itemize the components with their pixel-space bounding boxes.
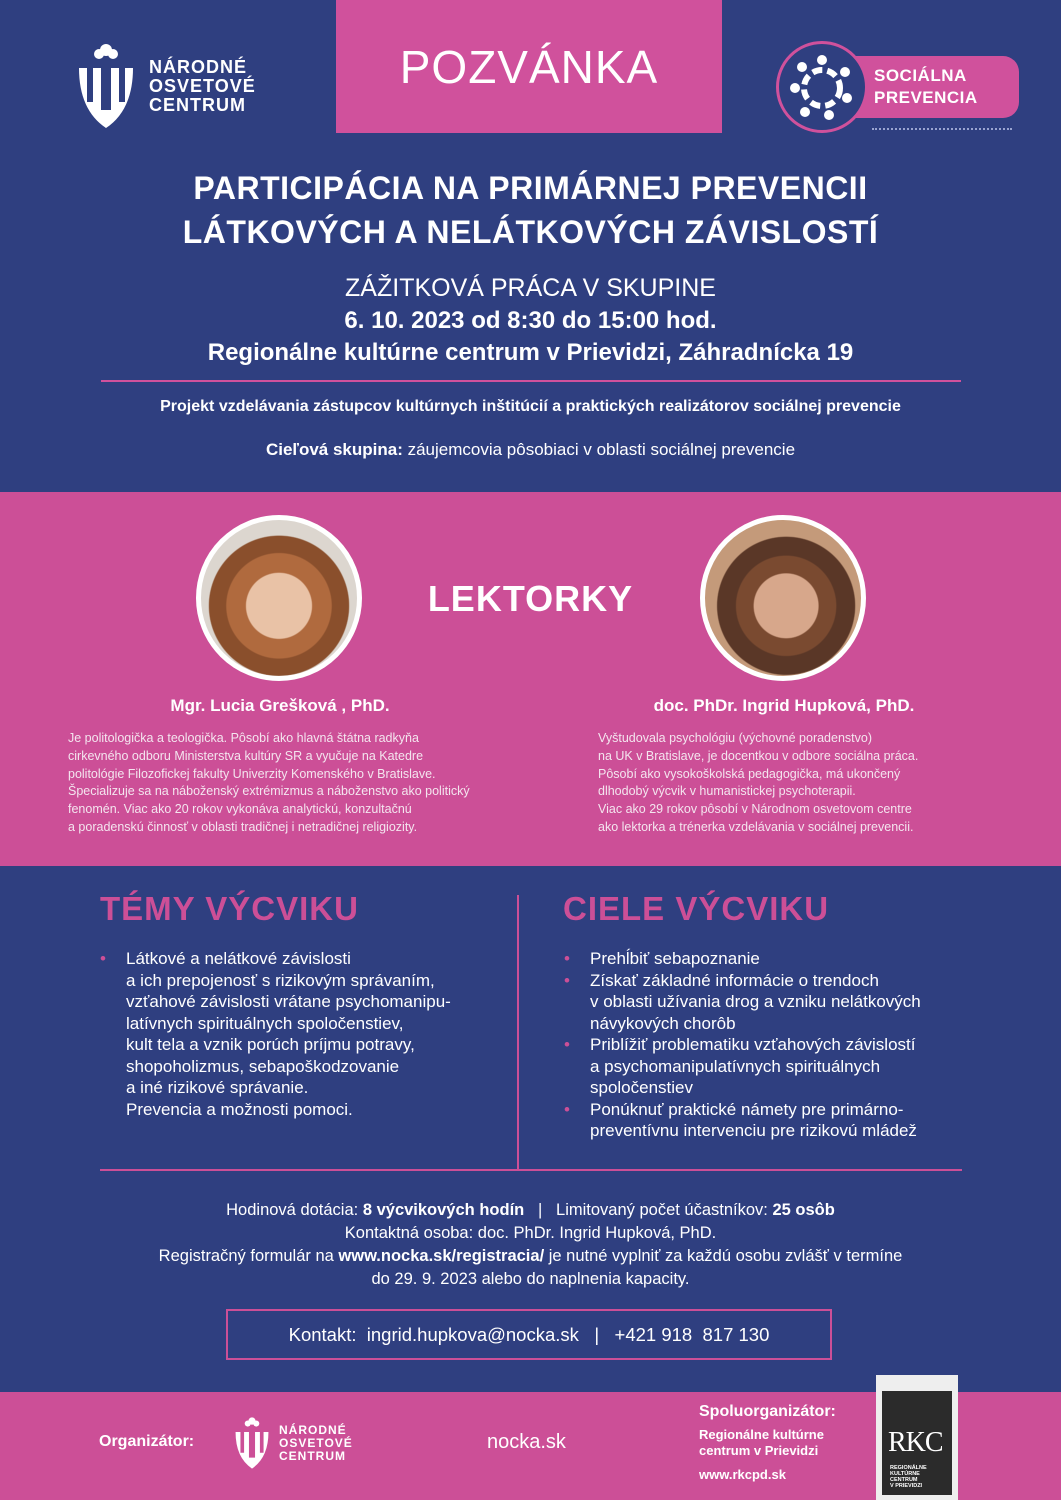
rkc-small-line: CENTRUM [890,1477,918,1483]
list-item-line: • Priblížiť problematiku vzťahových závislostí [590,1035,916,1054]
registration-deadline: do 29. 9. 2023 alebo do naplnenia kapacity. [371,1270,690,1288]
list-item [564,1034,984,1099]
bio-line: Pôsobí ako vysokoškolská pedagogička, má ukončený [598,766,901,781]
topics-list [100,948,500,1120]
contact-text: Kontakt: ingrid.hupkova@nocka.sk | +421 918 817 130 [288,1323,770,1345]
rkc-small-line: V PRIEVIDZI [890,1483,923,1489]
list-item-line: v oblasti užívania drog a vzniku nelátkových [590,992,921,1011]
noc-logo-line: CENTRUM [279,1448,346,1463]
bio-line: fenomén. Viac ako 20 rokov vykonáva analytickú, konzultačnú [68,802,412,817]
dotted-divider [872,128,1012,130]
noc-logo[interactable] [75,40,256,132]
list-item-line: vzťahové závislosti vrátane psychomanipu- [126,992,451,1011]
event-place: Regionálne kultúrne centrum v Prievidzi, Záhradnícka 19 [207,339,854,366]
bio-line: na UK v Bratislave, je docentkou v odbore sociálna práca. [598,748,919,763]
rkc-small-line: KULTÚRNE [890,1471,920,1477]
lecturers-heading: LEKTORKY [427,578,634,619]
goals-list [564,948,984,1142]
title-line: LÁTKOVÝCH A NELÁTKOVÝCH ZÁVISLOSTÍ [182,214,879,250]
coorganizer-name-line: Regionálne kultúrne [699,1427,824,1442]
contact-box[interactable] [226,1309,832,1360]
list-item-line: • Látkové a nelátkové závislosti [126,949,351,968]
list-item-line: návykových chorôb [590,1013,736,1033]
contact-person: Kontaktná osoba: doc. PhDr. Ingrid Hupková, PhD. [344,1224,717,1242]
registration-line [0,1245,1061,1268]
hours-label: Hodinová dotácia: [226,1201,363,1219]
noc-logo-line: NÁRODNÉ [279,1422,347,1437]
lecturer-name: doc. PhDr. Ingrid Hupková, PhD. [653,696,915,715]
title-line: PARTICIPÁCIA NA PRIMÁRNEJ PREVENCII [193,170,868,206]
noc-emblem-icon [75,40,137,132]
rkc-small-text [890,1465,927,1489]
event-info [0,1199,1061,1291]
rkc-logo[interactable] [876,1375,958,1500]
divider [101,380,961,382]
bio-line: ako lektorka a trénerka vzdelávania v sociálnej prevencii. [598,819,914,834]
bio-line: Vyštudovala psychológiu (výchovné poradenstvo) [598,731,872,745]
target-group [0,440,1061,460]
noc-logo-line: OSVETOVÉ [279,1435,353,1450]
lecturer-bio [68,730,538,837]
sp-logo-line: PREVENCIA [874,88,978,107]
hours-value: 8 výcvikových hodín [362,1201,525,1219]
rkc-logo-mark [882,1391,952,1495]
noc-logo-text [279,1424,353,1463]
coorganizer-label: Spoluorganizátor: [699,1403,836,1420]
noc-logo-line: CENTRUM [149,94,246,115]
noc-logo-line: OSVETOVÉ [149,75,256,96]
website-link[interactable]: nocka.sk [487,1431,566,1453]
people-circle-icon [776,41,868,133]
organizer-label: Organizátor: [99,1433,195,1450]
registration-link[interactable]: www.nocka.sk/registracia/ [338,1247,545,1265]
bio-line: Špecializuje sa na náboženský extrémizmus a náboženstvo ako politický [68,784,470,799]
registration-text: je nutné vyplniť za každú osobu zvlášť v termíne [544,1247,903,1265]
bio-line: dlhodobý výcvik v humanistickej psychoterapii. [598,784,856,799]
bio-line: Viac ako 29 rokov pôsobí v Národnom osvetovom centre [598,802,912,817]
target-group-label: Cieľová skupina: [265,440,403,459]
coorganizer-name-line: centrum v Prievidzi [699,1443,819,1458]
coorganizer-website-link[interactable]: www.rkcpd.sk [699,1467,786,1482]
list-item-line: a psychomanipulatívnych spirituálnych [590,1056,881,1076]
bio-line: politológie Filozofickej fakulty Univerzity Komenského v Bratislave. [68,766,436,781]
rkc-mark-text: RKC [888,1427,943,1458]
rkc-small-line: REGIONÁLNE [890,1465,927,1471]
list-item-line: shopoholizmus, sebapoškodzovanie [126,1056,400,1076]
noc-logo-text [149,58,256,115]
event-title [0,166,1061,254]
column-divider [517,895,519,1169]
list-item-line: a ich prepojenosť s rizikovým správaním, [126,970,435,990]
event-date: 6. 10. 2023 od 8:30 do 15:00 hod. [344,307,717,334]
coorganizer-name [699,1427,824,1459]
lecturer-name: Mgr. Lucia Grešková , PhD. [170,696,390,715]
noc-emblem-icon [233,1415,271,1471]
topics-heading: TÉMY VÝCVIKU [100,890,359,927]
list-item-line: spoločenstiev [590,1078,694,1097]
lecturer-bio [598,730,978,837]
limit-label: Limitovaný počet účastníkov: [556,1201,773,1219]
sp-logo-line: SOCIÁLNA [874,66,967,85]
list-item [564,948,984,970]
list-item-line: • Získať základné informácie o trendoch [590,970,879,990]
noc-footer-logo[interactable] [233,1415,353,1471]
divider [100,1169,962,1171]
list-item-line: latívnych spirituálnych spoločenstiev, [126,1013,404,1033]
list-item [564,970,984,1035]
list-item [100,948,500,1120]
list-item-line: preventívnu intervenciu pre rizikovú mládež [590,1121,917,1140]
noc-logo-line: NÁRODNÉ [149,56,248,77]
info-line-hours [0,1199,1061,1222]
bio-line: a poradenskú činnosť v oblasti tradičnej i netradičnej religiozity. [68,819,418,834]
list-item [564,1099,984,1142]
goals-heading: CIELE VÝCVIKU [563,890,830,927]
list-item-line: a iné rizikové správanie. [126,1078,309,1097]
list-item-line: kult tela a vznik porúch príjmu potravy, [126,1035,415,1054]
invitation-banner: POZVÁNKA [336,0,722,133]
registration-text: Registračný formulár na [158,1247,339,1265]
bio-line: Je politologička a teologička. Pôsobí ako hlavná štátna radkyňa [68,731,419,745]
limit-value: 25 osôb [772,1201,835,1219]
target-group-value: záujemcovia pôsobiaci v oblasti sociálnej prevencie [402,440,796,459]
event-subtitle: ZÁŽITKOVÁ PRÁCA V SKUPINE [345,274,716,302]
list-item-line: Prevencia a možnosti pomoci. [126,1099,353,1119]
separator: | [524,1201,557,1219]
list-item-line: • Ponúknuť praktické námety pre primárno- [590,1099,904,1119]
list-item-line: • Prehĺbiť sebapoznanie [590,949,760,968]
bio-line: cirkevného odboru Ministerstva kultúry SR a vyučuje na Katedre [68,748,424,763]
project-description: Projekt vzdelávania zástupcov kultúrnych inštitúcií a praktických realizátorov sociálnej prevencie [160,398,901,415]
